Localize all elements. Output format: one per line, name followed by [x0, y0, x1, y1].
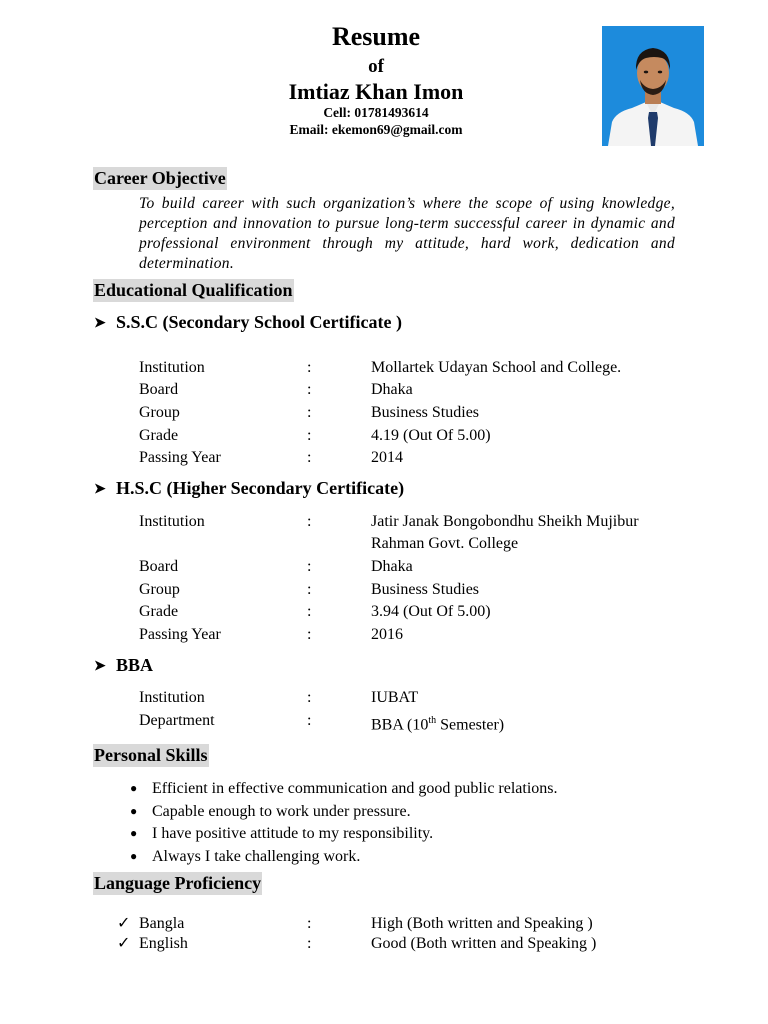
arrow-bullet-icon: ➤ — [94, 316, 106, 331]
resume-of: of — [368, 56, 384, 77]
language-level: High (Both written and Speaking ) — [371, 915, 593, 932]
ssc-value: Business Studies — [371, 404, 480, 421]
skill-text: Always I take challenging work. — [152, 848, 361, 865]
hsc-value: Jatir Janak Bongobondhu Sheikh Mujibur — [371, 513, 639, 530]
person-photo-icon — [602, 26, 704, 146]
ssc-label: Grade — [139, 427, 179, 444]
hsc-heading-text: H.S.C (Higher Secondary Certificate) — [116, 478, 405, 498]
arrow-bullet-icon: ➤ — [94, 659, 106, 674]
bba-value: IUBAT — [371, 689, 419, 706]
checkmark-icon: ✓ — [117, 915, 131, 932]
ssc-heading — [94, 312, 402, 333]
section-language-proficiency: Language Proficiency — [94, 873, 262, 893]
skill-text: Capable enough to work under pressure. — [152, 803, 411, 820]
email-address: Email: ekemon69@gmail.com — [289, 122, 463, 137]
colon: : — [307, 427, 312, 444]
bba-value — [371, 710, 504, 736]
ssc-label: Board — [139, 381, 179, 398]
bba-value-post: Semester) — [436, 716, 505, 734]
ssc-value: 4.19 (Out Of 5.00) — [371, 427, 491, 444]
colon: : — [307, 581, 312, 598]
hsc-heading — [94, 478, 404, 499]
ssc-value: Mollartek Udayan School and College. — [371, 359, 622, 376]
profile-photo — [602, 26, 704, 146]
bullet-dot-icon: ● — [130, 804, 138, 818]
candidate-name: Imtiaz Khan Imon — [288, 79, 464, 104]
skill-text: Efficient in effective communication and good public relations. — [152, 780, 558, 797]
hsc-value: 2016 — [371, 626, 403, 643]
section-career-objective: Career Objective — [94, 168, 226, 188]
ssc-heading-text: S.S.C (Secondary School Certificate ) — [116, 312, 402, 332]
hsc-label: Grade — [139, 603, 179, 620]
arrow-bullet-icon: ➤ — [94, 482, 106, 497]
bullet-dot-icon: ● — [130, 781, 138, 795]
career-objective-text: To build career with such organization’s where the scope of using knowledge, perception and innovation to pursue long-term successful career in dynamic and professional environment through my attitude, hard work, dedication and determination. — [139, 195, 675, 272]
hsc-label: Board — [139, 558, 179, 575]
hsc-label: Group — [139, 581, 180, 598]
ssc-label: Group — [139, 404, 180, 421]
colon: : — [307, 603, 312, 620]
colon: : — [307, 404, 312, 421]
bba-value-sup: th — [428, 715, 437, 726]
colon: : — [307, 449, 312, 466]
colon: : — [307, 689, 312, 706]
bba-value-pre: BBA (10 — [371, 716, 429, 734]
hsc-value: Business Studies — [371, 581, 480, 598]
section-educational-qualification: Educational Qualification — [94, 280, 293, 300]
skill-item — [130, 845, 360, 868]
hsc-label: Passing Year — [139, 626, 221, 643]
skill-text: I have positive attitude to my responsibility. — [152, 825, 434, 842]
bba-heading-text: BBA — [116, 655, 154, 675]
colon: : — [307, 935, 312, 952]
bba-heading — [94, 655, 153, 676]
language-level: Good (Both written and Speaking ) — [371, 935, 597, 952]
hsc-value: 3.94 (Out Of 5.00) — [371, 603, 491, 620]
hsc-value: Dhaka — [371, 558, 413, 575]
checkmark-icon: ✓ — [117, 935, 131, 952]
colon: : — [307, 915, 312, 932]
bba-label: Department — [139, 712, 215, 729]
language-name: English — [139, 935, 188, 952]
ssc-label: Passing Year — [139, 449, 221, 466]
colon: : — [307, 712, 312, 729]
cell-number: Cell: 01781493614 — [323, 105, 429, 120]
resume-title: Resume — [331, 22, 421, 51]
ssc-label: Institution — [139, 359, 205, 376]
ssc-value: Dhaka — [371, 381, 413, 398]
skill-item — [130, 800, 411, 823]
bullet-dot-icon: ● — [130, 849, 138, 863]
hsc-label: Institution — [139, 513, 205, 530]
colon: : — [307, 359, 312, 376]
bba-label: Institution — [139, 689, 205, 706]
language-name: Bangla — [139, 915, 185, 932]
ssc-value: 2014 — [371, 449, 403, 466]
colon: : — [307, 513, 312, 530]
skill-item — [130, 777, 558, 800]
hsc-value: Rahman Govt. College — [371, 535, 519, 552]
section-personal-skills: Personal Skills — [94, 745, 208, 765]
colon: : — [307, 381, 312, 398]
bullet-dot-icon: ● — [130, 826, 138, 840]
colon: : — [307, 558, 312, 575]
skill-item — [130, 822, 433, 845]
colon: : — [307, 626, 312, 643]
